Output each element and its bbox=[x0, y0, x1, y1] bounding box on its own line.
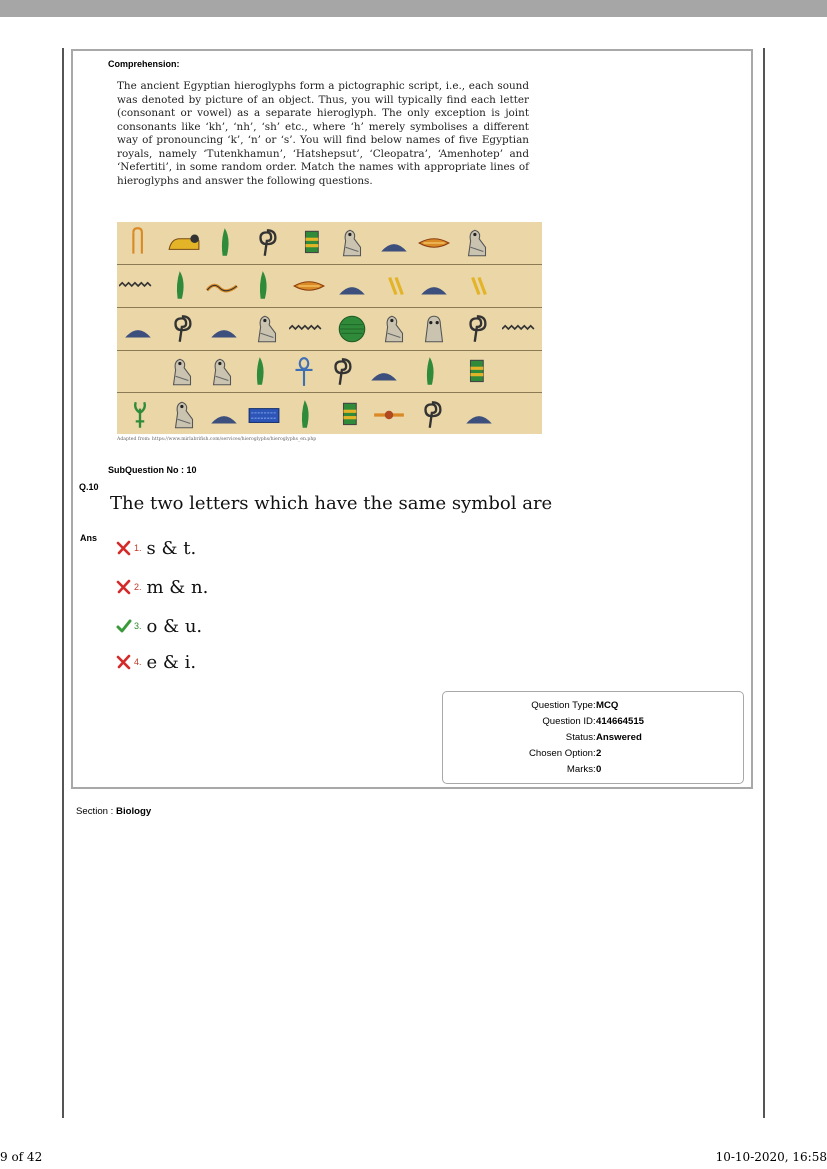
info-separator: : bbox=[593, 716, 596, 727]
water-glyph-icon bbox=[502, 312, 536, 351]
cross-icon bbox=[116, 654, 132, 670]
top-bar bbox=[0, 0, 827, 17]
info-row-question-id bbox=[443, 716, 743, 732]
info-separator: : bbox=[593, 748, 596, 759]
info-row-marks bbox=[443, 764, 743, 780]
option-3[interactable] bbox=[116, 614, 202, 638]
lasso-glyph-icon bbox=[252, 226, 286, 265]
lasso-glyph-icon bbox=[462, 312, 496, 351]
info-value: MCQ bbox=[596, 700, 619, 711]
knot-glyph-icon bbox=[372, 398, 406, 434]
print-datetime: 10-10-2020, 16:58 bbox=[715, 1150, 827, 1164]
option-2[interactable] bbox=[116, 575, 208, 599]
bread-glyph-icon bbox=[417, 269, 451, 308]
question-text: The two letters which have the same symbol are bbox=[110, 493, 553, 514]
section-label bbox=[76, 806, 151, 817]
cross-icon bbox=[116, 540, 132, 556]
plant-glyph-icon bbox=[123, 398, 157, 434]
cross-icon bbox=[116, 579, 132, 595]
bread-glyph-icon bbox=[335, 269, 369, 308]
reed-rope-glyph-icon bbox=[127, 226, 161, 265]
vulture-glyph-icon bbox=[460, 226, 494, 265]
image-caption: Adapted from: https://www.mirlabrifish.com/services/hieroglyphs/hieroglyphs_en.php bbox=[117, 437, 317, 442]
vulture-glyph-icon bbox=[167, 398, 201, 434]
comprehension-label: Comprehension: bbox=[108, 59, 180, 69]
question-number: Q.10 bbox=[79, 482, 99, 492]
option-number: 1. bbox=[134, 543, 142, 553]
stool-glyph-icon bbox=[297, 226, 331, 265]
vulture-glyph-icon bbox=[165, 355, 199, 394]
info-key: Marks bbox=[566, 764, 593, 775]
feather-glyph-icon bbox=[212, 226, 246, 265]
legs-glyph-icon bbox=[462, 269, 496, 308]
info-separator: : bbox=[593, 764, 596, 775]
option-text: s & t. bbox=[146, 537, 197, 559]
info-row-status bbox=[443, 732, 743, 748]
bread-glyph-icon bbox=[207, 312, 241, 351]
water-glyph-icon bbox=[289, 312, 323, 351]
option-number: 3. bbox=[134, 621, 142, 631]
info-row-chosen-option bbox=[443, 748, 743, 764]
vulture-glyph-icon bbox=[335, 226, 369, 265]
info-value: 2 bbox=[596, 748, 602, 759]
option-text: e & i. bbox=[146, 651, 197, 673]
right-border bbox=[763, 48, 765, 1118]
bread-glyph-icon bbox=[367, 355, 401, 394]
sun-glyph-icon bbox=[335, 312, 369, 351]
ankh-glyph-icon bbox=[287, 355, 321, 394]
option-1[interactable] bbox=[116, 536, 196, 560]
section-name: Biology bbox=[116, 806, 152, 817]
info-key: Status bbox=[565, 732, 593, 743]
option-number: 2. bbox=[134, 582, 142, 592]
answer-label: Ans bbox=[80, 533, 98, 543]
vulture-glyph-icon bbox=[250, 312, 284, 351]
feather-glyph-icon bbox=[292, 398, 326, 434]
info-key: Question ID bbox=[542, 716, 593, 727]
bread-glyph-icon bbox=[462, 398, 496, 434]
info-key: Question Type bbox=[531, 700, 593, 711]
vulture-glyph-icon bbox=[377, 312, 411, 351]
bread-glyph-icon bbox=[121, 312, 155, 351]
stool-glyph-icon bbox=[462, 355, 496, 394]
question-info-panel bbox=[442, 691, 744, 784]
info-separator: : bbox=[593, 732, 596, 743]
section-prefix: Section : bbox=[76, 806, 114, 817]
lasso-glyph-icon bbox=[417, 398, 451, 434]
hieroglyph-image bbox=[117, 222, 542, 434]
mouth-glyph-icon bbox=[417, 226, 451, 265]
info-row-question-type bbox=[443, 700, 743, 716]
lasso-glyph-icon bbox=[167, 312, 201, 351]
mouth-glyph-icon bbox=[292, 269, 326, 308]
info-separator: : bbox=[593, 700, 596, 711]
box-glyph-icon bbox=[247, 398, 281, 434]
option-number: 4. bbox=[134, 657, 142, 667]
bread-glyph-icon bbox=[377, 226, 411, 265]
lasso-glyph-icon bbox=[327, 355, 361, 394]
check-icon bbox=[116, 618, 132, 634]
feather-glyph-icon bbox=[250, 269, 284, 308]
stool-glyph-icon bbox=[335, 398, 369, 434]
vulture-glyph-icon bbox=[205, 355, 239, 394]
subquestion-label: SubQuestion No : 10 bbox=[108, 465, 197, 475]
info-value: 414664515 bbox=[596, 716, 645, 727]
page-number: 9 of 42 bbox=[0, 1150, 43, 1164]
option-4[interactable] bbox=[116, 650, 196, 674]
option-text: o & u. bbox=[146, 615, 203, 637]
left-border bbox=[62, 48, 64, 1118]
option-text: m & n. bbox=[146, 576, 209, 598]
info-value: Answered bbox=[596, 732, 642, 743]
lion-glyph-icon bbox=[167, 226, 201, 265]
feather-glyph-icon bbox=[167, 269, 201, 308]
owl-glyph-icon bbox=[417, 312, 451, 351]
info-value: 0 bbox=[596, 764, 602, 775]
comprehension-passage: The ancient Egyptian hieroglyphs form a pictographic script, i.e., each sound was denoted by picture of an object. Thus, you will typically find each letter (consonant or vowel) as a separate hieroglyph. The only exception is joint consonants like ‘kh’, ‘nh’, ‘sh’ etc., where ‘h’ merely symbolises a different way of pronouncing ‘k’, ‘n’ or ‘s’. You will find below names of five Egyptian royals, namely ‘Tutenkhamun’, ‘Hatshepsut’, ‘Cleopatra’, ‘Amenhotep’ and ‘Nefertiti’, in some random order. Match the names with appropriate lines of hieroglyphs and answer the following questions. bbox=[117, 80, 529, 187]
feather-glyph-icon bbox=[247, 355, 281, 394]
water-glyph-icon bbox=[119, 269, 153, 308]
snake-glyph-icon bbox=[205, 269, 239, 308]
info-key: Chosen Option bbox=[529, 748, 593, 759]
legs-glyph-icon bbox=[379, 269, 413, 308]
bread-glyph-icon bbox=[207, 398, 241, 434]
feather-glyph-icon bbox=[417, 355, 451, 394]
